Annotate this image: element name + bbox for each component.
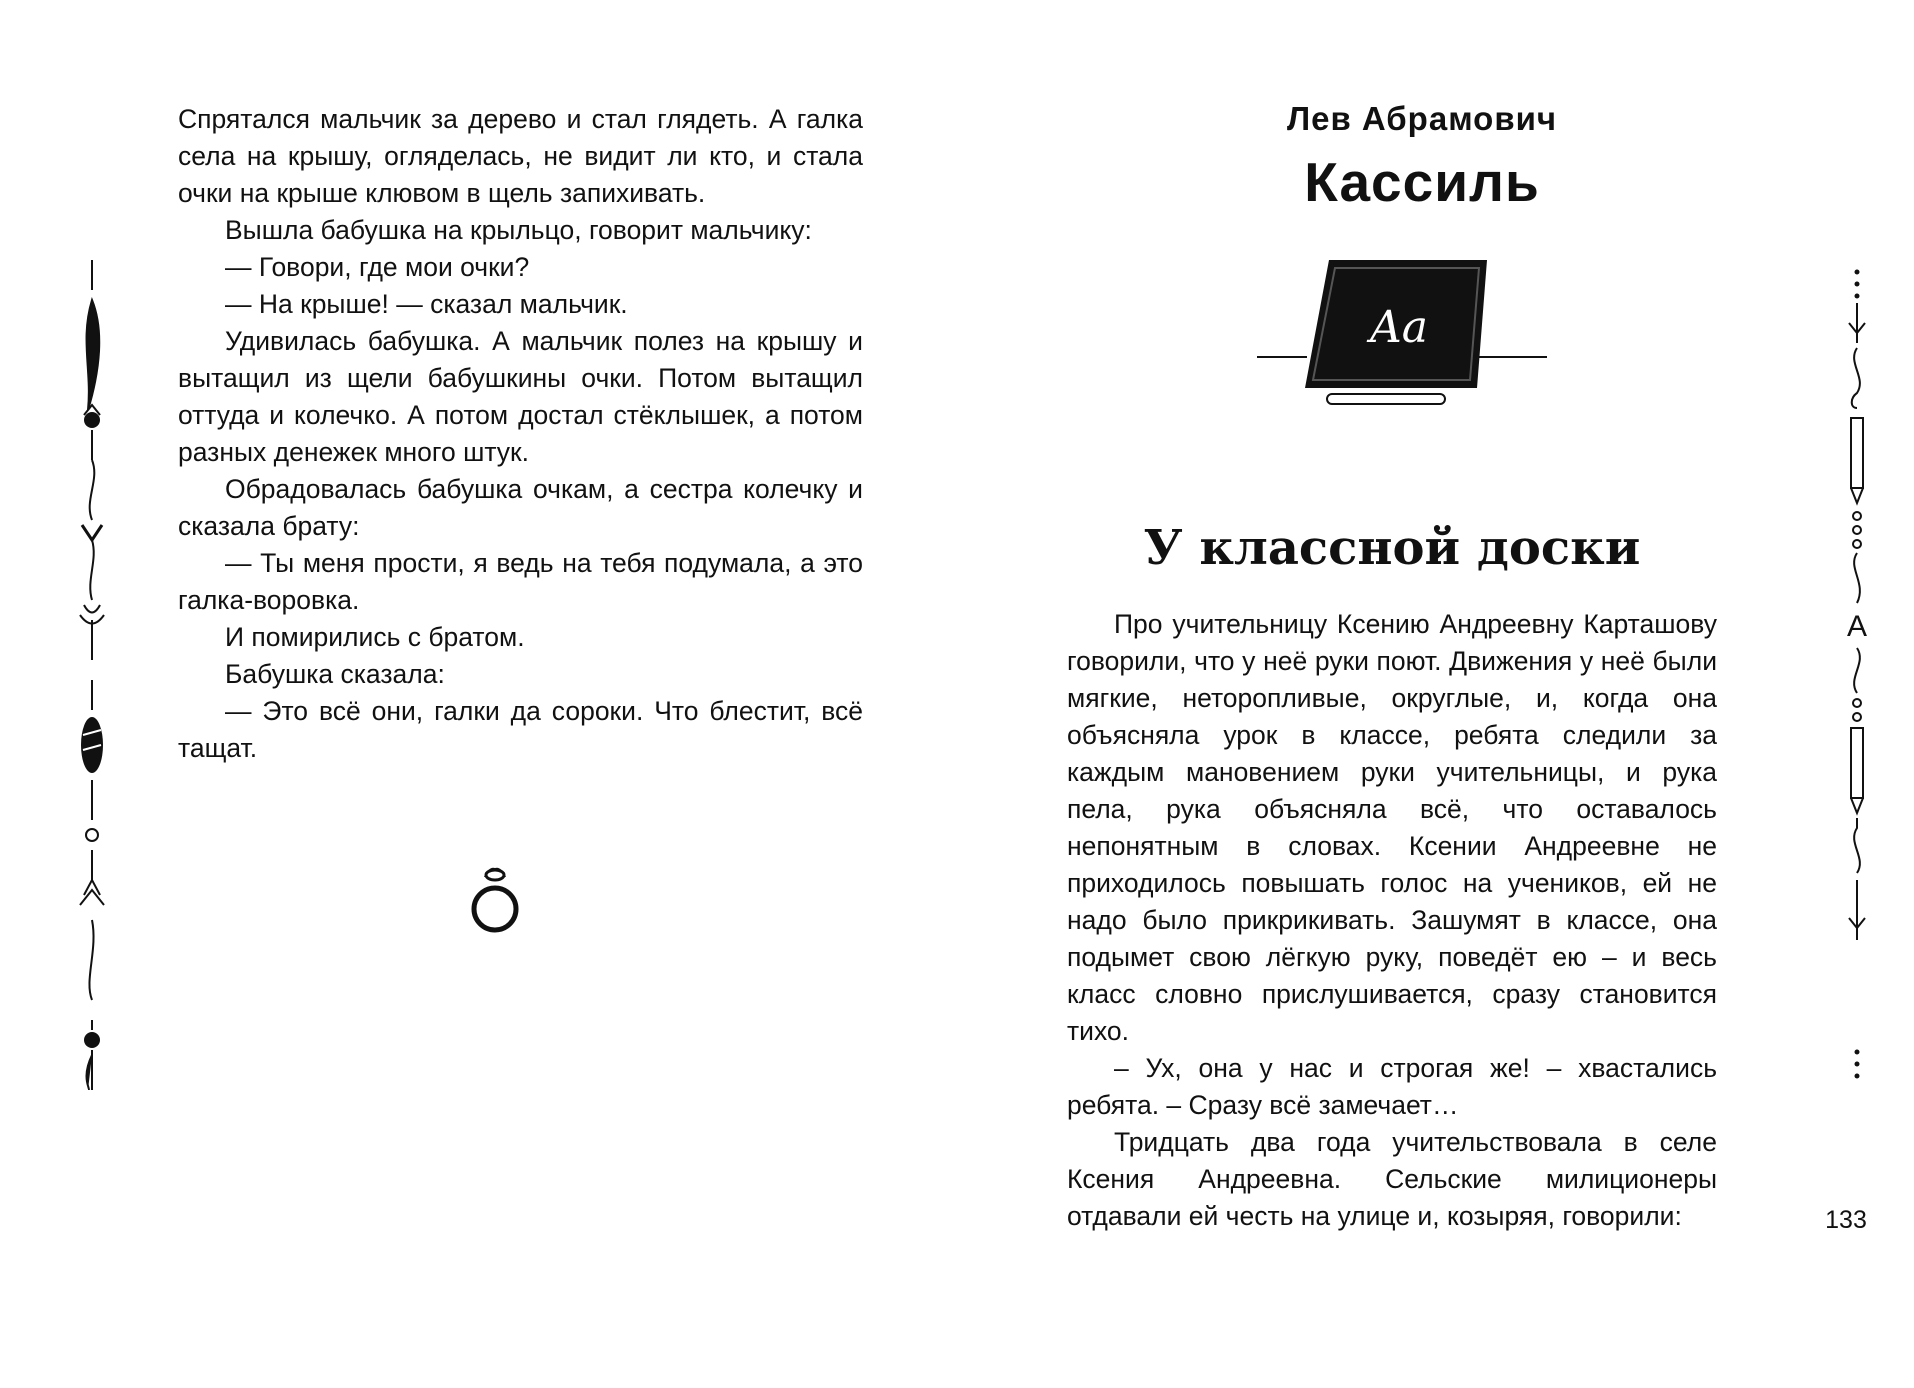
paragraph: Вышла бабушка на крыльцо, говорит мальчику: bbox=[225, 215, 812, 245]
ring-icon bbox=[465, 863, 525, 935]
chalkboard-letters: Aa bbox=[1369, 302, 1429, 353]
right-page-text bbox=[1067, 606, 1717, 1235]
paragraph: Про учительницу Ксению Андреевну Карташову говорили, что у неё руки поют. Движения у неё были мягкие, неторопливые, округлые, и, когда она объясняла урок в классе, ребята следили за каждым мановением руки учительницы, и рука пела, рука объясняла всё, что оставалось непонятным в словах. Ксении Андреевне не приходилось повышать голос на учеников, ей не надо было прикрикивать. Зашумят в классе, она подымет свою лёгкую руку, поведёт ею – и весь класс словно прислушивается, сразу становится тихо. bbox=[1067, 609, 1717, 1046]
paragraph: — Говори, где мои очки? bbox=[225, 252, 530, 282]
chalkboard-icon bbox=[1257, 260, 1547, 420]
author-first-names: Лев Абрамович bbox=[1286, 100, 1558, 137]
paragraph: Бабушка сказала: bbox=[225, 659, 445, 689]
floral-vine-ornament bbox=[70, 260, 120, 1090]
paragraph: Удивилась бабушка. А мальчик полез на крышу и вытащил из щели бабушкины очки. Потом вытащил оттуда и колечко. А потом достал стёклышек, а потом разных денежек много штук. bbox=[178, 326, 863, 467]
paragraph: Спрятался мальчик за дерево и стал глядеть. А галка села на крышу, огляделась, не видит ли кто, и стала очки на крыше клювом в щель запихивать. bbox=[178, 104, 863, 208]
right-page bbox=[957, 0, 1914, 1388]
author-last-name: Кассиль bbox=[1304, 151, 1540, 213]
paragraph: – Ух, она у нас и строгая же! – хвастались ребята. – Сразу всё замечает… bbox=[1067, 1053, 1717, 1120]
paragraph: И помирились с братом. bbox=[225, 622, 525, 652]
paragraph: — Ты меня прости, я ведь на тебя подумала, а это галка-воровка. bbox=[178, 548, 863, 615]
paragraph: — На крыше! — сказал мальчик. bbox=[225, 289, 628, 319]
story-title: У классной доски bbox=[1143, 520, 1641, 576]
left-page-text bbox=[178, 101, 863, 767]
pencil-swirl-ornament bbox=[1842, 268, 1872, 1088]
border-letter: А bbox=[1846, 610, 1868, 643]
paragraph: Тридцать два года учительствовала в селе Ксения Андреевна. Сельские милиционеры отдавали ей честь на улице и, козыряя, говорили: bbox=[1067, 1127, 1717, 1231]
paragraph: — Это всё они, галки да сороки. Что блестит, всё тащат. bbox=[178, 696, 863, 763]
page-number: 133 bbox=[1825, 1206, 1867, 1234]
paragraph: Обрадовалась бабушка очкам, а сестра колечку и сказала брату: bbox=[178, 474, 863, 541]
